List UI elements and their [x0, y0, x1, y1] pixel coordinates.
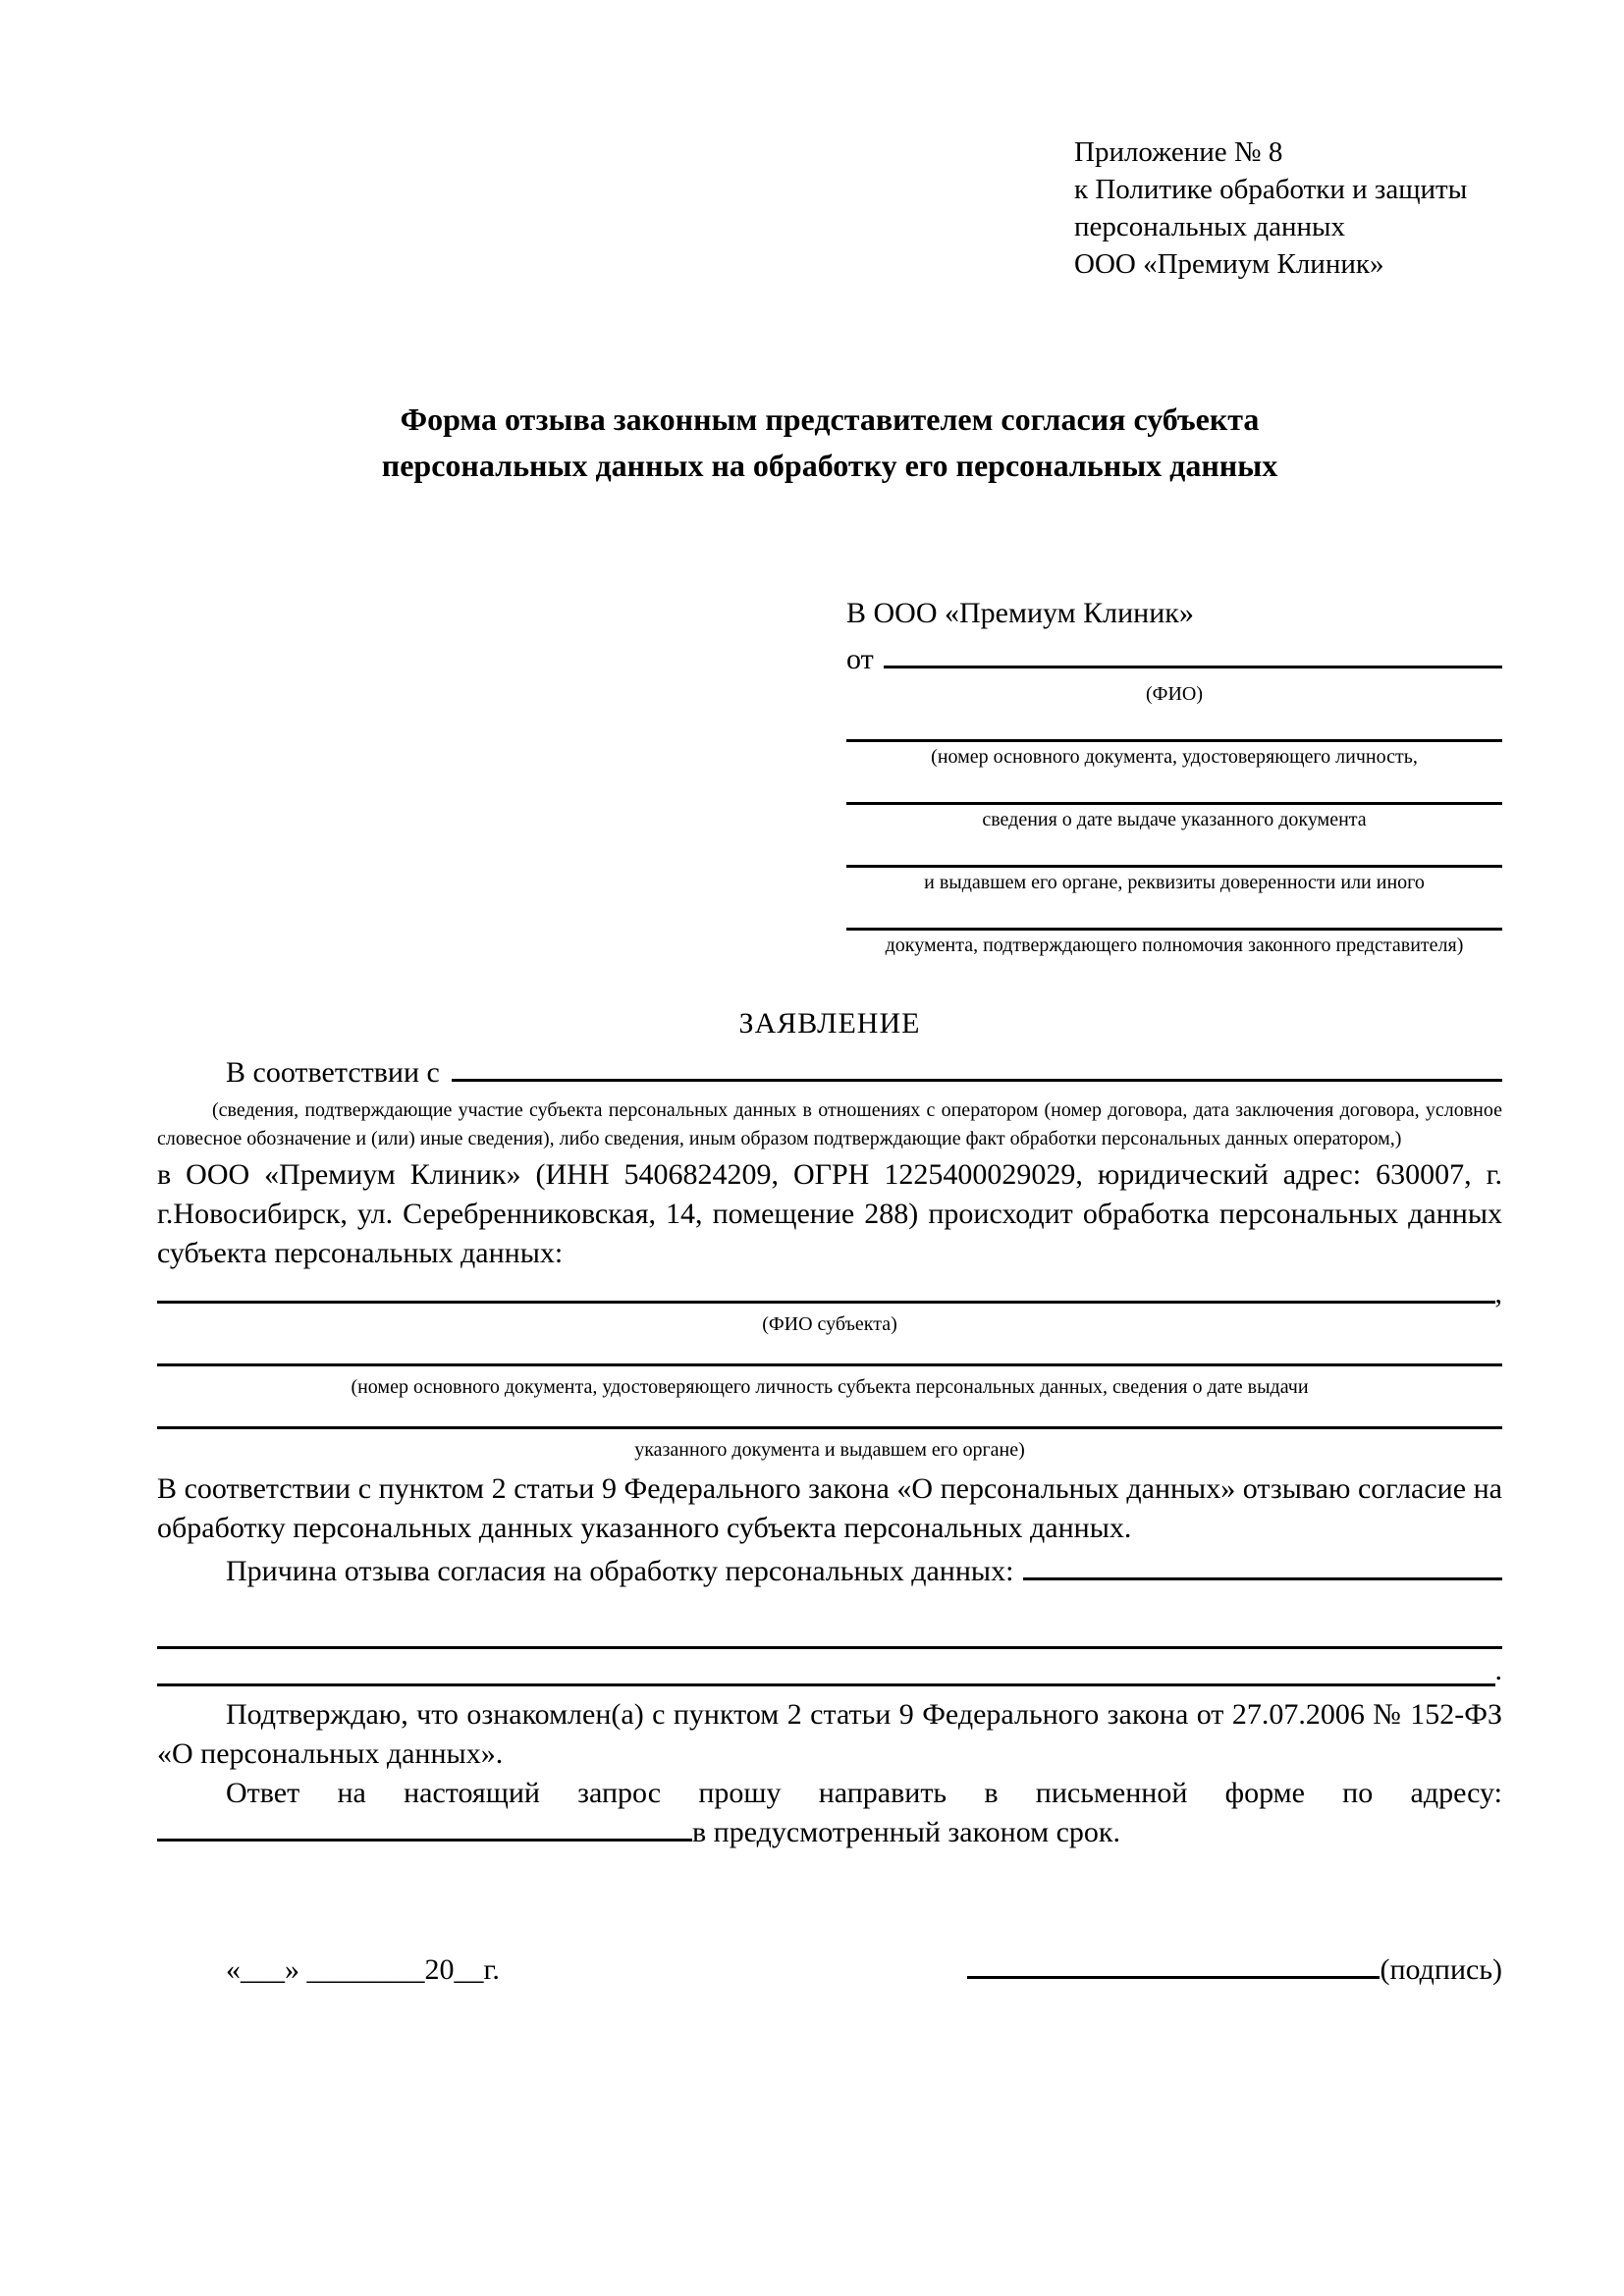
fio-caption: (ФИО)	[1145, 683, 1203, 705]
subject-document-row	[157, 1340, 1502, 1373]
subject-document-line	[157, 1403, 1502, 1429]
representative-document-caption: сведения о дате выдаче указанного документа	[982, 809, 1367, 830]
representative-document-caption: документа, подтверждающего полномочия законного представителя)	[885, 934, 1464, 956]
representative-document-caption: (номер основного документа, удостоверяющего личность,	[931, 746, 1418, 768]
representative-document-line	[846, 900, 1502, 931]
from-label: от	[846, 643, 874, 675]
reply-paragraph	[157, 1774, 1502, 1852]
withdrawal-paragraph: В соответствии с пунктом 2 статьи 9 Федерального закона «О персональных данных» отзываю согласие на обработку персональных данных указанного субъекта персональных данных.	[157, 1472, 1502, 1544]
basis-field-line	[452, 1049, 1502, 1082]
statement-heading: ЗАЯВЛЕНИЕ	[738, 1007, 921, 1040]
reason-line-period: .	[1494, 1654, 1502, 1686]
reply-suffix: в предусмотренный законом срок.	[692, 1816, 1120, 1848]
subject-document-field	[157, 1403, 1502, 1462]
appendix-header	[1074, 133, 1502, 283]
signature-block	[967, 1947, 1502, 1987]
basis-label: В соответствии с	[226, 1056, 440, 1089]
appendix-header-line: ООО «Премиум Клиник»	[1074, 248, 1384, 280]
reason-row	[157, 1548, 1502, 1591]
subject-fio-line	[157, 1277, 1495, 1304]
fio-field-line	[884, 636, 1502, 668]
operator-paragraph: в ООО «Премиум Клиник» (ИНН 5406824209, ОГРН 1225400029029, юридический адрес: 630007, г. г.Новосибирск, ул. Серебренниковская, 14, помещение 288) происходит обработка персональных данных субъекта персональных данных:	[157, 1158, 1502, 1269]
subject-document-caption: (номер основного документа, удостоверяющего личность субъекта персональных данных, сведения о дате выдачи	[351, 1376, 1309, 1398]
form-title-line: Форма отзыва законным представителем согласия субъекта	[400, 401, 1260, 437]
footer-row	[157, 1947, 1502, 1987]
subject-document-caption: указанного документа и выдавшем его органе)	[634, 1439, 1025, 1461]
subject-fio-row	[157, 1277, 1502, 1310]
representative-document-field	[846, 837, 1502, 894]
reason-blank-row	[157, 1613, 1502, 1650]
from-row	[846, 636, 1502, 682]
signature-line	[967, 1947, 1380, 1979]
representative-document-line	[846, 837, 1502, 868]
representative-document-caption: и выдавшем его органе, реквизиты доверенности или иного	[924, 872, 1425, 893]
acknowledgement-paragraph: Подтверждаю, что ознакомлен(а) с пунктом 2 статьи 9 Федерального закона от 27.07.2006 № 152-ФЗ «О персональных данных».	[157, 1698, 1502, 1770]
subject-document-line	[157, 1340, 1502, 1366]
reason-blank-row	[157, 1650, 1502, 1687]
representative-document-field	[846, 774, 1502, 831]
basis-caption: (сведения, подтверждающие участие субъекта персональных данных в отношениях с оператором (номер договора, дата заключения договора, условное словесное обозначение и (или) иные сведения), либо сведения, иным образом подтверждающие факт обработки персональных данных оператором,)	[157, 1099, 1502, 1149]
form-title-line: персональных данных на обработку его персональных данных	[381, 448, 1278, 483]
signature-caption: (подпись)	[1380, 1953, 1502, 1986]
reason-field-line	[157, 1650, 1495, 1686]
reason-label: Причина отзыва согласия на обработку персональных данных:	[226, 1555, 1014, 1587]
representative-document-field	[846, 712, 1502, 769]
appendix-header-line: к Политике обработки и защиты	[1074, 174, 1468, 205]
representative-document-line	[846, 712, 1502, 742]
representative-document-line	[846, 774, 1502, 805]
subject-document-row	[157, 1403, 1502, 1436]
subject-fio-field	[157, 1277, 1502, 1336]
reason-field-line	[157, 1613, 1502, 1649]
address-field-line	[157, 1835, 692, 1842]
basis-row	[157, 1049, 1502, 1093]
appendix-header-line: персональных данных	[1074, 211, 1346, 242]
reason-field-line	[1023, 1548, 1502, 1580]
subject-fio-suffix: ,	[1494, 1277, 1502, 1309]
reply-prefix: Ответ на настоящий запрос прошу направить в письменной форме по адресу:	[226, 1777, 1502, 1809]
subject-document-field	[157, 1340, 1502, 1399]
date-field: «___» ________20__г.	[226, 1953, 500, 1986]
appendix-header-line: Приложение № 8	[1074, 136, 1283, 168]
form-title	[157, 397, 1502, 489]
subject-fio-caption: (ФИО субъекта)	[762, 1313, 897, 1335]
representative-document-field	[846, 900, 1502, 957]
addressee-block	[846, 591, 1502, 957]
addressee-to: В ООО «Премиум Клиник»	[846, 597, 1194, 629]
